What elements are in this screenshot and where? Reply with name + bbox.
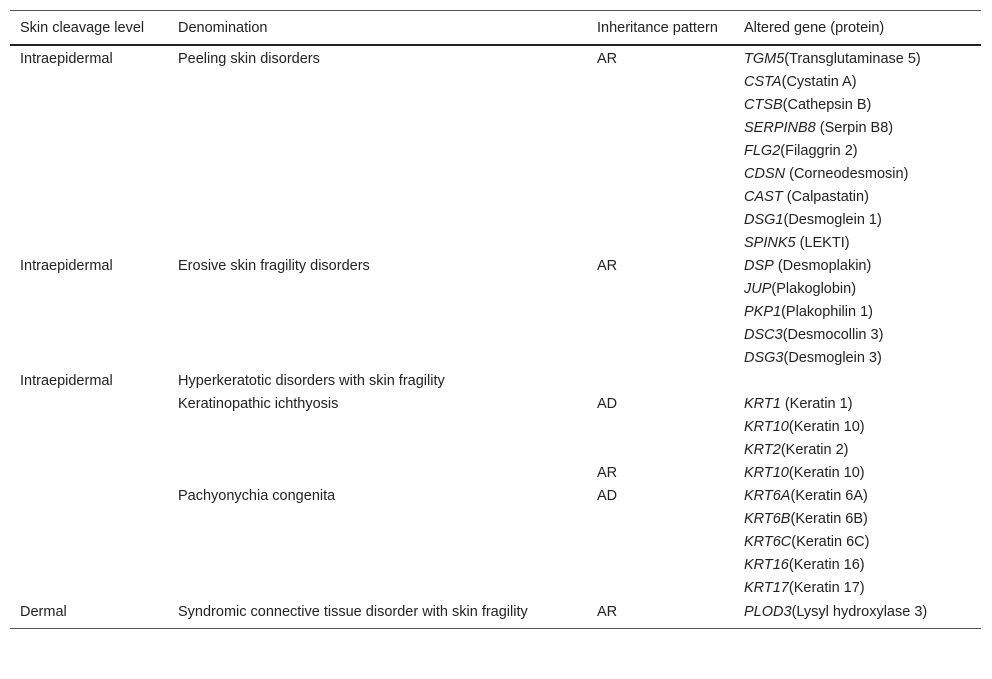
cell-skin-cleavage-level: Intraepidermal [20, 51, 113, 67]
header-inheritance-pattern: Inheritance pattern [597, 20, 718, 36]
cell-inheritance-pattern [587, 370, 740, 393]
table-row [10, 255, 981, 370]
gene-entry [744, 577, 971, 600]
header-skin-cleavage-level: Skin cleavage level [20, 20, 145, 36]
cell-inheritance-pattern: AD [597, 488, 618, 504]
protein-name: (Plakophilin 1) [781, 304, 873, 320]
gene-entry [744, 439, 971, 462]
gene-entry [744, 554, 971, 577]
gene-symbol: CTSB [744, 97, 783, 113]
gene-symbol: FLG2 [744, 143, 781, 159]
protein-name: (Cathepsin B) [782, 97, 872, 113]
cell-denomination: Erosive skin fragility disorders [178, 258, 370, 274]
gene-entry [744, 508, 971, 531]
gene-symbol: SERPINB8 [744, 120, 816, 136]
header-altered-gene: Altered gene (protein) [744, 20, 885, 36]
protein-name: (LEKTI) [795, 235, 850, 251]
cell-altered-gene [740, 485, 981, 600]
gene-symbol: KRT6B [744, 511, 791, 527]
cell-denomination: Pachyonychia congenita [178, 488, 336, 504]
gene-symbol: KRT17 [744, 580, 789, 596]
gene-symbol: DSG1 [744, 212, 784, 228]
gene-symbol: TGM5 [744, 51, 785, 67]
gene-entry [744, 117, 971, 140]
protein-name: (Keratin 6B) [790, 511, 868, 527]
protein-name: (Transglutaminase 5) [784, 51, 921, 67]
protein-name: (Lysyl hydroxylase 3) [791, 604, 928, 620]
gene-entry [744, 186, 971, 209]
cell-denomination [168, 462, 587, 485]
gene-symbol: DSG3 [744, 350, 784, 366]
cell-denomination: Peeling skin disorders [178, 51, 320, 67]
gene-entry [744, 232, 971, 255]
cell-skin-cleavage-level [10, 462, 168, 485]
gene-entry [744, 255, 971, 278]
protein-name: (Keratin 2) [780, 442, 849, 458]
table-row [10, 393, 981, 462]
table-row [10, 485, 981, 600]
cell-skin-cleavage-level [10, 393, 168, 462]
cell-skin-cleavage-level: Intraepidermal [20, 258, 113, 274]
protein-name: (Desmoglein 3) [783, 350, 882, 366]
table-body [10, 45, 981, 629]
protein-name: (Keratin 1) [780, 396, 853, 412]
table-row [10, 370, 981, 393]
protein-name: (Desmocollin 3) [782, 327, 884, 343]
cell-inheritance-pattern: AR [597, 51, 618, 67]
protein-name: (Keratin 10) [788, 465, 865, 481]
cell-inheritance-pattern: AR [597, 258, 618, 274]
gene-symbol: CSTA [744, 74, 782, 90]
gene-symbol: DSP [744, 258, 774, 274]
gene-entry [744, 531, 971, 554]
cell-denomination: Keratinopathic ichthyosis [178, 396, 339, 412]
header-denomination: Denomination [178, 20, 268, 36]
skin-fragility-table [10, 10, 981, 629]
gene-entry [744, 393, 971, 416]
protein-name: (Plakoglobin) [771, 281, 857, 297]
cell-altered-gene [740, 393, 981, 462]
cell-skin-cleavage-level [10, 485, 168, 600]
cell-denomination: Hyperkeratotic disorders with skin fragility [178, 373, 445, 389]
cell-altered-gene [740, 462, 981, 485]
gene-entry [744, 48, 971, 71]
cell-altered-gene [740, 370, 981, 393]
cell-skin-cleavage-level: Dermal [10, 600, 168, 629]
gene-entry [744, 301, 971, 324]
cell-denomination: Syndromic connective tissue disorder with skin fragility [168, 600, 587, 629]
gene-symbol: KRT16 [744, 557, 789, 573]
gene-symbol: KRT6C [744, 534, 792, 550]
cell-inheritance-pattern: AR [587, 600, 740, 629]
gene-symbol: PLOD3 [744, 604, 792, 620]
gene-symbol: KRT1 [744, 396, 781, 412]
protein-name: (Keratin 6C) [791, 534, 870, 550]
gene-entry [744, 324, 971, 347]
table-row [10, 45, 981, 255]
header-row [10, 11, 981, 46]
gene-entry [744, 94, 971, 117]
table-container [10, 10, 981, 629]
protein-name: (Keratin 6A) [790, 488, 868, 504]
table-row [10, 600, 981, 629]
protein-name: (Calpastatin) [782, 189, 869, 205]
cell-inheritance-pattern: AD [597, 396, 618, 412]
protein-name: (Desmoglein 1) [783, 212, 882, 228]
gene-entry [744, 209, 971, 232]
gene-entry [744, 485, 971, 508]
gene-entry [744, 462, 971, 485]
gene-entry [744, 140, 971, 163]
gene-symbol: SPINK5 [744, 235, 796, 251]
protein-name: (Filaggrin 2) [780, 143, 858, 159]
gene-entry [744, 347, 971, 370]
gene-entry [744, 163, 971, 186]
table-row [10, 462, 981, 485]
cell-inheritance-pattern: AR [597, 465, 618, 481]
protein-name: (Corneodesmosin) [785, 166, 909, 182]
gene-entry [744, 71, 971, 94]
cell-altered-gene [740, 600, 981, 629]
protein-name: (Cystatin A) [781, 74, 857, 90]
gene-symbol: KRT10 [744, 419, 789, 435]
table-header [10, 11, 981, 46]
protein-name: (Keratin 10) [788, 419, 865, 435]
protein-name: (Desmoplakin) [773, 258, 872, 274]
protein-name: (Keratin 16) [788, 557, 865, 573]
gene-symbol: CDSN [744, 166, 786, 182]
cell-skin-cleavage-level: Intraepidermal [20, 373, 113, 389]
gene-symbol: KRT10 [744, 465, 789, 481]
protein-name: (Keratin 17) [788, 580, 865, 596]
protein-name: (Serpin B8) [815, 120, 894, 136]
gene-symbol: PKP1 [744, 304, 782, 320]
gene-symbol: CAST [744, 189, 783, 205]
gene-symbol: KRT2 [744, 442, 781, 458]
cell-altered-gene [740, 255, 981, 370]
gene-symbol: JUP [744, 281, 772, 297]
cell-altered-gene [740, 45, 981, 255]
gene-entry [744, 602, 971, 622]
gene-entry [744, 416, 971, 439]
gene-entry [744, 278, 971, 301]
gene-symbol: DSC3 [744, 327, 783, 343]
gene-symbol: KRT6A [744, 488, 791, 504]
